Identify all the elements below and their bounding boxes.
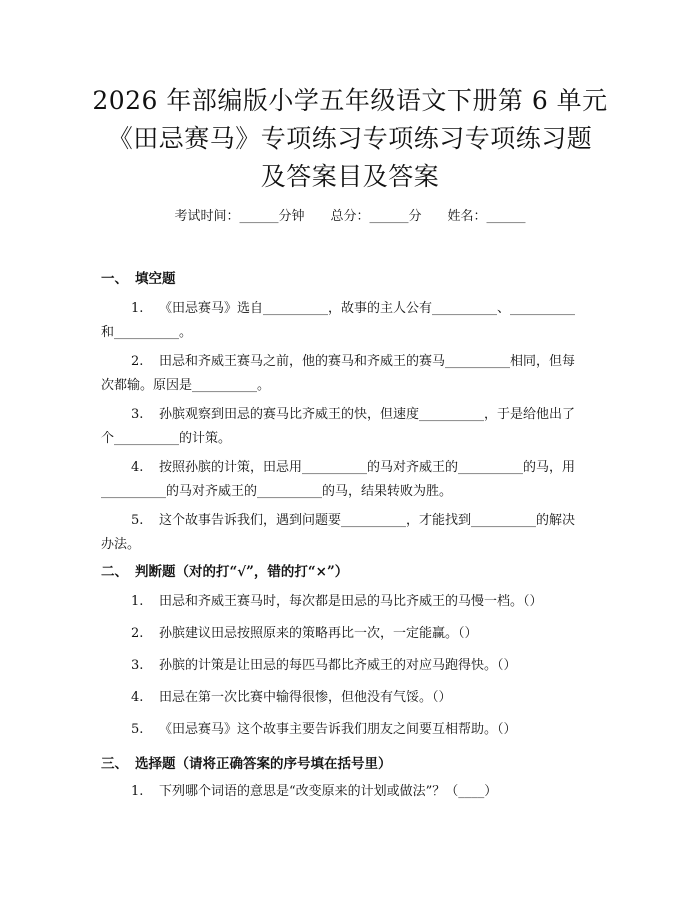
question-text: 这个故事告诉我们，遇到问题要__________，才能找到__________的解决 — [159, 513, 576, 528]
question-text: 孙膑的计策是让田忌的每匹马都比齐威王的对应马跑得快。（） — [159, 658, 517, 673]
section-3-heading — [101, 752, 392, 772]
question-text-cont: 个__________的计策。 — [101, 431, 232, 446]
question-text-cont: 办法。 — [101, 537, 141, 552]
exam-time: 考试时间：______分钟 — [174, 209, 305, 224]
judge-question-2: 2. 孙膑建议田忌按照原来的策略再比一次，一定能赢。（） — [131, 626, 478, 641]
choice-question-1: 1. 下列哪个词语的意思是“改变原来的计划或做法”？（____） — [131, 784, 498, 799]
question-text: 下列哪个词语的意思是“改变原来的计划或做法”？（____） — [159, 784, 498, 799]
question-text: 按照孙膑的计策，田忌用__________的马对齐威王的__________的马，用 — [159, 460, 576, 475]
question-text: 《田忌赛马》选自__________，故事的主人公有__________、__________ — [159, 301, 576, 316]
fill-question-4: 4. 按照孙膑的计策，田忌用__________的马对齐威王的__________的马，用 __________的马对齐威王的__________的马，结果转败为胜。 — [101, 456, 601, 504]
judge-question-5: 5. 《田忌赛马》这个故事主要告诉我们朋友之间要互相帮助。（） — [131, 722, 517, 737]
title-line-3: 及答案目及答案 — [260, 162, 440, 191]
question-text: 田忌和齐威王赛马时，每次都是田忌的马比齐威王的马慢一档。（） — [159, 594, 543, 609]
section-3-number: 三、 — [101, 756, 128, 772]
judge-question-1: 1. 田忌和齐威王赛马时，每次都是田忌的马比齐威王的马慢一档。（） — [131, 594, 543, 609]
question-text: 孙膑观察到田忌的赛马比齐威王的快，但速度__________，于是给他出了 — [159, 407, 576, 422]
section-2-heading — [101, 560, 348, 580]
question-text-cont: 和__________。 — [101, 325, 193, 340]
question-text-cont: 次都输。原因是__________。 — [101, 378, 271, 393]
fill-question-5: 5. 这个故事告诉我们，遇到问题要__________，才能找到__________的解决 办法。 — [101, 509, 601, 557]
section-1-number: 一、 — [101, 271, 128, 287]
question-text: 孙膑建议田忌按照原来的策略再比一次，一定能赢。（） — [159, 626, 478, 641]
title-line-1: 2026 年部编版小学五年级语文下册第 6 单元 — [92, 86, 608, 115]
question-text-cont: __________的马对齐威王的__________的马，结果转败为胜。 — [101, 484, 453, 499]
section-1-title: 填空题 — [135, 271, 176, 287]
student-name: 姓名：______ — [447, 209, 526, 224]
exam-meta — [0, 205, 700, 224]
document-title — [60, 82, 640, 196]
question-text: 田忌和齐威王赛马之前，他的赛马和齐威王的赛马__________相同，但每 — [159, 354, 576, 369]
title-line-2: 《田忌赛马》专项练习专项练习专项练习题 — [107, 124, 593, 153]
fill-question-2: 2. 田忌和齐威王赛马之前，他的赛马和齐威王的赛马__________相同，但每 次都输。原因是__________。 — [101, 350, 601, 398]
section-2-title: 判断题（对的打“√”，错的打“×”） — [135, 564, 349, 580]
judge-question-4: 4. 田忌在第一次比赛中输得很惨，但他没有气馁。（） — [131, 690, 452, 705]
fill-question-3: 3. 孙膑观察到田忌的赛马比齐威王的快，但速度__________，于是给他出了 个__________的计策。 — [101, 403, 601, 451]
exam-score: 总分：______分 — [330, 209, 422, 224]
question-text: 田忌在第一次比赛中输得很惨，但他没有气馁。（） — [159, 690, 452, 705]
fill-question-1: 1. 《田忌赛马》选自__________，故事的主人公有__________、__________ 和__________。 — [101, 297, 601, 345]
judge-question-3: 3. 孙膑的计策是让田忌的每匹马都比齐威王的对应马跑得快。（） — [131, 658, 517, 673]
question-text: 《田忌赛马》这个故事主要告诉我们朋友之间要互相帮助。（） — [159, 722, 517, 737]
section-2-number: 二、 — [101, 564, 128, 580]
section-1-heading — [101, 267, 176, 287]
section-3-title: 选择题（请将正确答案的序号填在括号里） — [135, 756, 392, 772]
